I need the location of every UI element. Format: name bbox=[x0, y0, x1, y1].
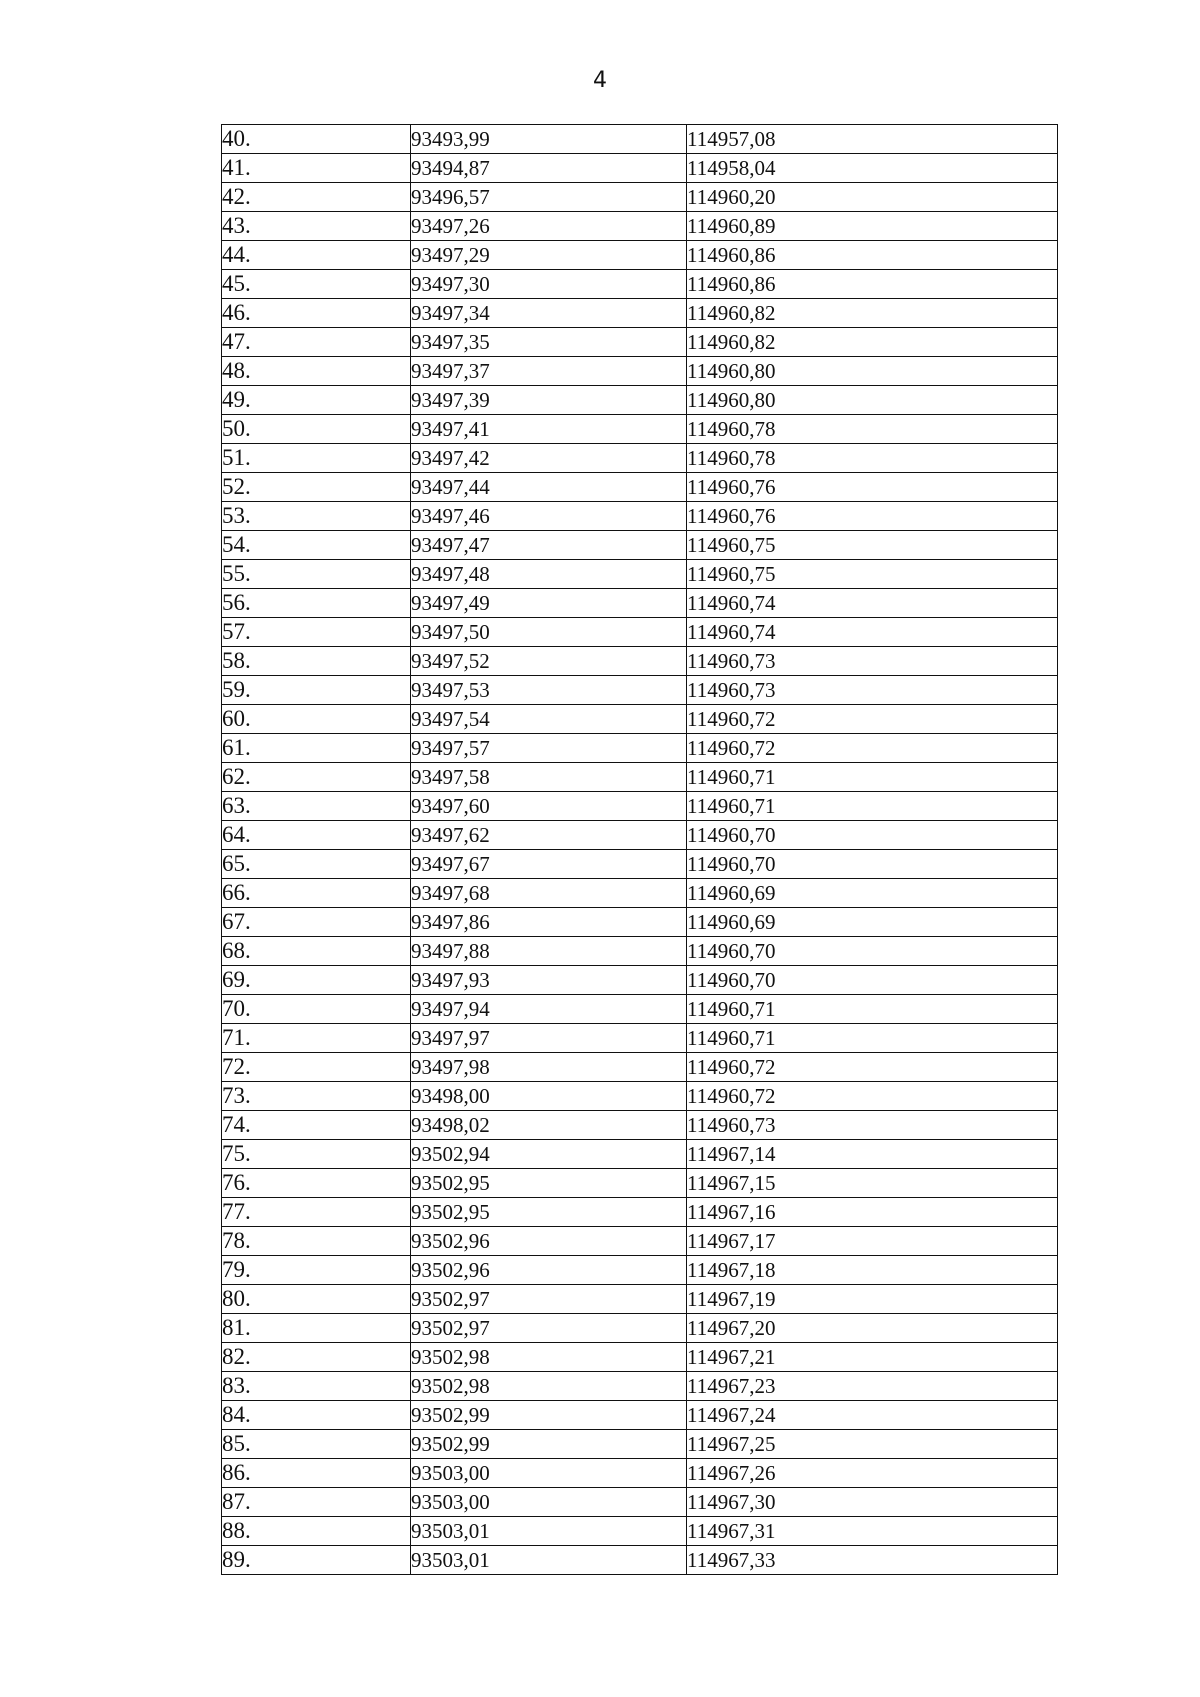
point-number-cell: 40. bbox=[222, 125, 411, 154]
y-coordinate-cell: 114960,76 bbox=[687, 502, 1058, 531]
point-number-cell: 70. bbox=[222, 995, 411, 1024]
table-row bbox=[222, 1546, 1058, 1575]
x-coordinate-cell: 93503,01 bbox=[411, 1546, 687, 1575]
y-coordinate-cell: 114960,70 bbox=[687, 937, 1058, 966]
table-row bbox=[222, 879, 1058, 908]
point-number-cell: 53. bbox=[222, 502, 411, 531]
table-row bbox=[222, 589, 1058, 618]
point-number-cell: 41. bbox=[222, 154, 411, 183]
x-coordinate-cell: 93502,99 bbox=[411, 1401, 687, 1430]
table-row bbox=[222, 821, 1058, 850]
y-coordinate-cell: 114960,86 bbox=[687, 241, 1058, 270]
y-coordinate-cell: 114960,74 bbox=[687, 618, 1058, 647]
point-number-cell: 73. bbox=[222, 1082, 411, 1111]
y-coordinate-cell: 114967,15 bbox=[687, 1169, 1058, 1198]
y-coordinate-cell: 114960,75 bbox=[687, 560, 1058, 589]
y-coordinate-cell: 114957,08 bbox=[687, 125, 1058, 154]
y-coordinate-cell: 114967,33 bbox=[687, 1546, 1058, 1575]
x-coordinate-cell: 93497,54 bbox=[411, 705, 687, 734]
y-coordinate-cell: 114960,89 bbox=[687, 212, 1058, 241]
y-coordinate-cell: 114960,86 bbox=[687, 270, 1058, 299]
y-coordinate-cell: 114960,20 bbox=[687, 183, 1058, 212]
y-coordinate-cell: 114960,72 bbox=[687, 734, 1058, 763]
x-coordinate-cell: 93497,29 bbox=[411, 241, 687, 270]
x-coordinate-cell: 93497,93 bbox=[411, 966, 687, 995]
x-coordinate-cell: 93497,42 bbox=[411, 444, 687, 473]
table-row bbox=[222, 1169, 1058, 1198]
point-number-cell: 44. bbox=[222, 241, 411, 270]
table-row bbox=[222, 1140, 1058, 1169]
table-row bbox=[222, 1517, 1058, 1546]
table-row bbox=[222, 792, 1058, 821]
y-coordinate-cell: 114960,69 bbox=[687, 908, 1058, 937]
x-coordinate-cell: 93497,52 bbox=[411, 647, 687, 676]
point-number-cell: 42. bbox=[222, 183, 411, 212]
point-number-cell: 56. bbox=[222, 589, 411, 618]
table-row bbox=[222, 154, 1058, 183]
table-row bbox=[222, 270, 1058, 299]
point-number-cell: 61. bbox=[222, 734, 411, 763]
table-row bbox=[222, 966, 1058, 995]
y-coordinate-cell: 114960,72 bbox=[687, 705, 1058, 734]
x-coordinate-cell: 93494,87 bbox=[411, 154, 687, 183]
point-number-cell: 86. bbox=[222, 1459, 411, 1488]
table-row bbox=[222, 1343, 1058, 1372]
x-coordinate-cell: 93502,94 bbox=[411, 1140, 687, 1169]
x-coordinate-cell: 93502,95 bbox=[411, 1169, 687, 1198]
y-coordinate-cell: 114960,70 bbox=[687, 966, 1058, 995]
x-coordinate-cell: 93493,99 bbox=[411, 125, 687, 154]
y-coordinate-cell: 114967,25 bbox=[687, 1430, 1058, 1459]
table-row bbox=[222, 1198, 1058, 1227]
x-coordinate-cell: 93503,00 bbox=[411, 1488, 687, 1517]
x-coordinate-cell: 93502,97 bbox=[411, 1285, 687, 1314]
table-row bbox=[222, 1053, 1058, 1082]
point-number-cell: 84. bbox=[222, 1401, 411, 1430]
y-coordinate-cell: 114967,14 bbox=[687, 1140, 1058, 1169]
coordinates-table-body bbox=[222, 125, 1058, 1575]
y-coordinate-cell: 114960,78 bbox=[687, 415, 1058, 444]
point-number-cell: 50. bbox=[222, 415, 411, 444]
table-row bbox=[222, 502, 1058, 531]
x-coordinate-cell: 93498,00 bbox=[411, 1082, 687, 1111]
x-coordinate-cell: 93497,30 bbox=[411, 270, 687, 299]
point-number-cell: 76. bbox=[222, 1169, 411, 1198]
table-row bbox=[222, 125, 1058, 154]
x-coordinate-cell: 93497,88 bbox=[411, 937, 687, 966]
table-row bbox=[222, 763, 1058, 792]
table-row bbox=[222, 241, 1058, 270]
table-row bbox=[222, 531, 1058, 560]
point-number-cell: 83. bbox=[222, 1372, 411, 1401]
point-number-cell: 57. bbox=[222, 618, 411, 647]
coordinates-table bbox=[221, 124, 1058, 1575]
point-number-cell: 74. bbox=[222, 1111, 411, 1140]
table-row bbox=[222, 299, 1058, 328]
y-coordinate-cell: 114960,71 bbox=[687, 1024, 1058, 1053]
y-coordinate-cell: 114967,30 bbox=[687, 1488, 1058, 1517]
point-number-cell: 66. bbox=[222, 879, 411, 908]
x-coordinate-cell: 93497,47 bbox=[411, 531, 687, 560]
x-coordinate-cell: 93497,62 bbox=[411, 821, 687, 850]
point-number-cell: 69. bbox=[222, 966, 411, 995]
point-number-cell: 52. bbox=[222, 473, 411, 502]
y-coordinate-cell: 114960,73 bbox=[687, 676, 1058, 705]
point-number-cell: 81. bbox=[222, 1314, 411, 1343]
table-row bbox=[222, 995, 1058, 1024]
x-coordinate-cell: 93497,41 bbox=[411, 415, 687, 444]
table-row bbox=[222, 1024, 1058, 1053]
table-row bbox=[222, 328, 1058, 357]
x-coordinate-cell: 93497,60 bbox=[411, 792, 687, 821]
x-coordinate-cell: 93502,96 bbox=[411, 1256, 687, 1285]
y-coordinate-cell: 114960,80 bbox=[687, 386, 1058, 415]
y-coordinate-cell: 114967,16 bbox=[687, 1198, 1058, 1227]
point-number-cell: 89. bbox=[222, 1546, 411, 1575]
x-coordinate-cell: 93497,44 bbox=[411, 473, 687, 502]
table-row bbox=[222, 1372, 1058, 1401]
y-coordinate-cell: 114960,76 bbox=[687, 473, 1058, 502]
y-coordinate-cell: 114960,80 bbox=[687, 357, 1058, 386]
x-coordinate-cell: 93497,48 bbox=[411, 560, 687, 589]
point-number-cell: 71. bbox=[222, 1024, 411, 1053]
y-coordinate-cell: 114967,19 bbox=[687, 1285, 1058, 1314]
point-number-cell: 45. bbox=[222, 270, 411, 299]
table-row bbox=[222, 1459, 1058, 1488]
y-coordinate-cell: 114967,17 bbox=[687, 1227, 1058, 1256]
table-row bbox=[222, 212, 1058, 241]
y-coordinate-cell: 114960,74 bbox=[687, 589, 1058, 618]
point-number-cell: 79. bbox=[222, 1256, 411, 1285]
table-row bbox=[222, 1488, 1058, 1517]
x-coordinate-cell: 93502,98 bbox=[411, 1372, 687, 1401]
y-coordinate-cell: 114960,73 bbox=[687, 647, 1058, 676]
point-number-cell: 49. bbox=[222, 386, 411, 415]
point-number-cell: 68. bbox=[222, 937, 411, 966]
x-coordinate-cell: 93497,53 bbox=[411, 676, 687, 705]
table-row bbox=[222, 647, 1058, 676]
x-coordinate-cell: 93502,95 bbox=[411, 1198, 687, 1227]
table-row bbox=[222, 676, 1058, 705]
y-coordinate-cell: 114967,20 bbox=[687, 1314, 1058, 1343]
table-row bbox=[222, 1111, 1058, 1140]
x-coordinate-cell: 93497,34 bbox=[411, 299, 687, 328]
y-coordinate-cell: 114960,72 bbox=[687, 1053, 1058, 1082]
table-row bbox=[222, 560, 1058, 589]
x-coordinate-cell: 93497,46 bbox=[411, 502, 687, 531]
point-number-cell: 87. bbox=[222, 1488, 411, 1517]
point-number-cell: 82. bbox=[222, 1343, 411, 1372]
y-coordinate-cell: 114960,69 bbox=[687, 879, 1058, 908]
x-coordinate-cell: 93502,96 bbox=[411, 1227, 687, 1256]
y-coordinate-cell: 114958,04 bbox=[687, 154, 1058, 183]
table-row bbox=[222, 850, 1058, 879]
page-number: 4 bbox=[593, 68, 607, 93]
point-number-cell: 80. bbox=[222, 1285, 411, 1314]
point-number-cell: 62. bbox=[222, 763, 411, 792]
point-number-cell: 64. bbox=[222, 821, 411, 850]
point-number-cell: 58. bbox=[222, 647, 411, 676]
table-row bbox=[222, 937, 1058, 966]
x-coordinate-cell: 93497,86 bbox=[411, 908, 687, 937]
table-row bbox=[222, 1285, 1058, 1314]
point-number-cell: 43. bbox=[222, 212, 411, 241]
x-coordinate-cell: 93497,26 bbox=[411, 212, 687, 241]
y-coordinate-cell: 114960,75 bbox=[687, 531, 1058, 560]
y-coordinate-cell: 114960,73 bbox=[687, 1111, 1058, 1140]
table-row bbox=[222, 183, 1058, 212]
table-row bbox=[222, 1082, 1058, 1111]
x-coordinate-cell: 93503,01 bbox=[411, 1517, 687, 1546]
table-row bbox=[222, 357, 1058, 386]
y-coordinate-cell: 114960,71 bbox=[687, 792, 1058, 821]
point-number-cell: 63. bbox=[222, 792, 411, 821]
y-coordinate-cell: 114960,71 bbox=[687, 995, 1058, 1024]
y-coordinate-cell: 114960,82 bbox=[687, 328, 1058, 357]
x-coordinate-cell: 93502,97 bbox=[411, 1314, 687, 1343]
table-row bbox=[222, 415, 1058, 444]
x-coordinate-cell: 93498,02 bbox=[411, 1111, 687, 1140]
x-coordinate-cell: 93497,37 bbox=[411, 357, 687, 386]
x-coordinate-cell: 93497,97 bbox=[411, 1024, 687, 1053]
point-number-cell: 54. bbox=[222, 531, 411, 560]
x-coordinate-cell: 93497,49 bbox=[411, 589, 687, 618]
y-coordinate-cell: 114960,70 bbox=[687, 850, 1058, 879]
table-row bbox=[222, 1227, 1058, 1256]
x-coordinate-cell: 93502,99 bbox=[411, 1430, 687, 1459]
point-number-cell: 72. bbox=[222, 1053, 411, 1082]
table-row bbox=[222, 734, 1058, 763]
point-number-cell: 55. bbox=[222, 560, 411, 589]
point-number-cell: 78. bbox=[222, 1227, 411, 1256]
table-row bbox=[222, 908, 1058, 937]
table-row bbox=[222, 1256, 1058, 1285]
y-coordinate-cell: 114967,31 bbox=[687, 1517, 1058, 1546]
point-number-cell: 88. bbox=[222, 1517, 411, 1546]
point-number-cell: 46. bbox=[222, 299, 411, 328]
point-number-cell: 65. bbox=[222, 850, 411, 879]
y-coordinate-cell: 114967,21 bbox=[687, 1343, 1058, 1372]
point-number-cell: 85. bbox=[222, 1430, 411, 1459]
point-number-cell: 77. bbox=[222, 1198, 411, 1227]
y-coordinate-cell: 114960,72 bbox=[687, 1082, 1058, 1111]
table-row bbox=[222, 1430, 1058, 1459]
y-coordinate-cell: 114967,24 bbox=[687, 1401, 1058, 1430]
table-row bbox=[222, 705, 1058, 734]
point-number-cell: 60. bbox=[222, 705, 411, 734]
table-row bbox=[222, 444, 1058, 473]
x-coordinate-cell: 93497,50 bbox=[411, 618, 687, 647]
table-row bbox=[222, 473, 1058, 502]
x-coordinate-cell: 93497,98 bbox=[411, 1053, 687, 1082]
x-coordinate-cell: 93502,98 bbox=[411, 1343, 687, 1372]
x-coordinate-cell: 93497,68 bbox=[411, 879, 687, 908]
table-row bbox=[222, 1401, 1058, 1430]
y-coordinate-cell: 114960,82 bbox=[687, 299, 1058, 328]
x-coordinate-cell: 93496,57 bbox=[411, 183, 687, 212]
y-coordinate-cell: 114960,78 bbox=[687, 444, 1058, 473]
point-number-cell: 48. bbox=[222, 357, 411, 386]
x-coordinate-cell: 93503,00 bbox=[411, 1459, 687, 1488]
y-coordinate-cell: 114967,26 bbox=[687, 1459, 1058, 1488]
table-row bbox=[222, 618, 1058, 647]
x-coordinate-cell: 93497,35 bbox=[411, 328, 687, 357]
x-coordinate-cell: 93497,67 bbox=[411, 850, 687, 879]
table-row bbox=[222, 1314, 1058, 1343]
y-coordinate-cell: 114967,23 bbox=[687, 1372, 1058, 1401]
table-row bbox=[222, 386, 1058, 415]
x-coordinate-cell: 93497,39 bbox=[411, 386, 687, 415]
x-coordinate-cell: 93497,58 bbox=[411, 763, 687, 792]
point-number-cell: 75. bbox=[222, 1140, 411, 1169]
y-coordinate-cell: 114960,71 bbox=[687, 763, 1058, 792]
point-number-cell: 51. bbox=[222, 444, 411, 473]
x-coordinate-cell: 93497,57 bbox=[411, 734, 687, 763]
x-coordinate-cell: 93497,94 bbox=[411, 995, 687, 1024]
y-coordinate-cell: 114967,18 bbox=[687, 1256, 1058, 1285]
point-number-cell: 47. bbox=[222, 328, 411, 357]
y-coordinate-cell: 114960,70 bbox=[687, 821, 1058, 850]
point-number-cell: 67. bbox=[222, 908, 411, 937]
point-number-cell: 59. bbox=[222, 676, 411, 705]
